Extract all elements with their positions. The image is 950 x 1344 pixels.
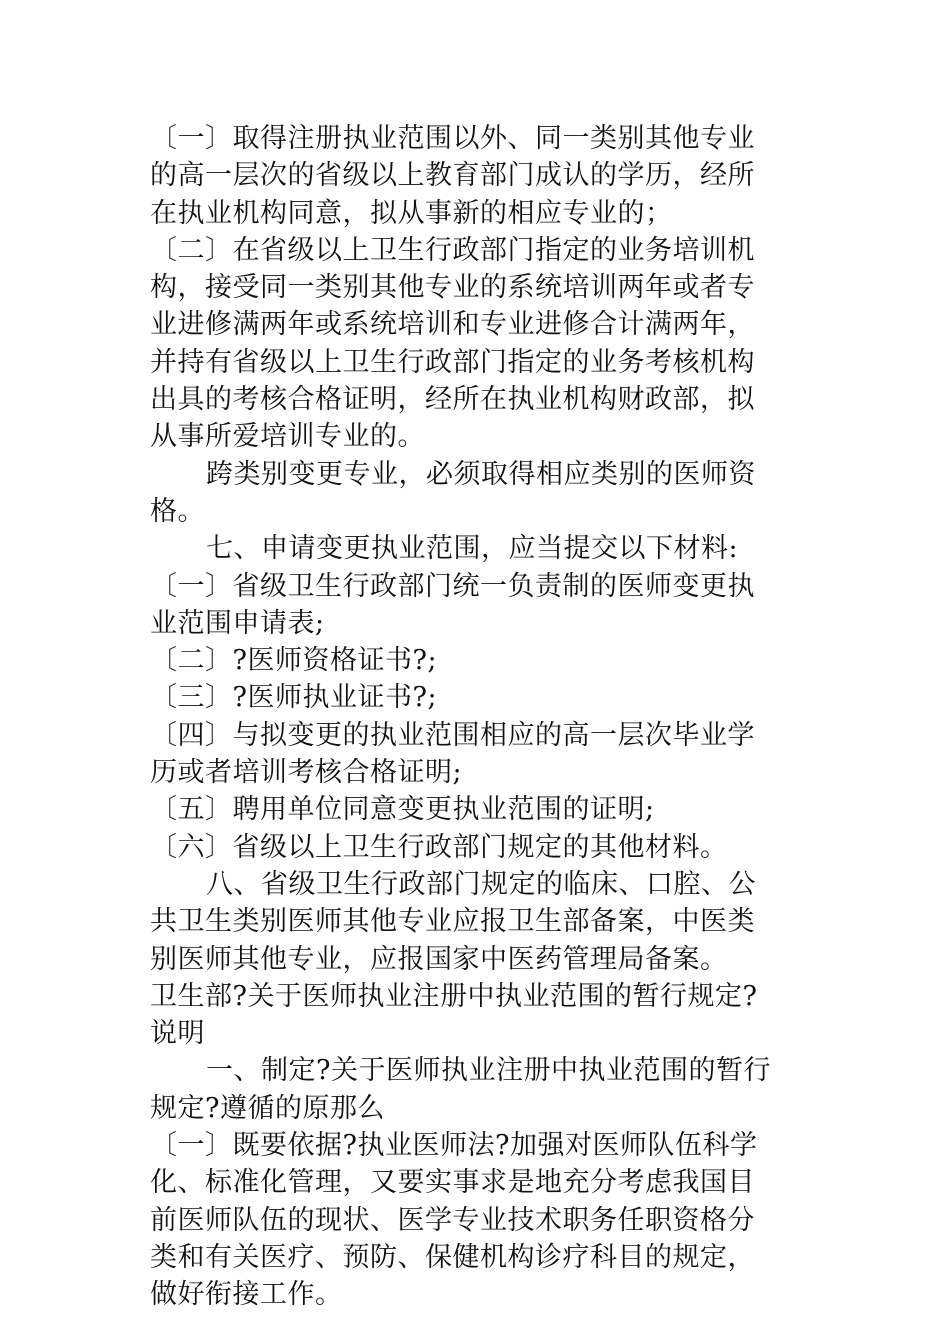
document-body <box>150 120 800 1314</box>
text-line: 〔二〕?医师资格证书?; <box>150 645 438 677</box>
text-line: 〔四〕与拟变更的执业范围相应的高一层次毕业学 <box>150 719 755 751</box>
text-line: 构，接受同一类别其他专业的系统培训两年或者专 <box>150 272 755 304</box>
text-line: 规定?遵循的原那么 <box>150 1092 385 1124</box>
text-line: 七、申请变更执业范围，应当提交以下材料: <box>206 533 739 565</box>
text-line: 〔一〕既要依据?执业医师法?加强对医师队伍科学 <box>150 1130 758 1162</box>
text-line: 类和有关医疗、预防、保健机构诊疗科目的规定， <box>150 1241 755 1273</box>
text-line: 别医师其他专业，应报国家中医药管理局备案。 <box>150 943 728 975</box>
text-line: 八、省级卫生行政部门规定的临床、口腔、公 <box>206 868 756 900</box>
text-line: 在执业机构同意，拟从事新的相应专业的； <box>150 197 673 229</box>
text-line: 说明 <box>150 1018 205 1050</box>
text-line: 业范围申请表; <box>150 607 325 639</box>
text-line: 做好衔接工作。 <box>150 1279 343 1311</box>
text-line: 历或者培训考核合格证明; <box>150 757 463 789</box>
text-line: 的高一层次的省级以上教育部门成认的学历，经所 <box>150 160 755 192</box>
text-line: 从事所爱培训专业的。 <box>150 421 425 453</box>
text-line: 跨类别变更专业，必须取得相应类别的医师资 <box>206 458 756 490</box>
text-line: 一、制定?关于医师执业注册中执业范围的暂行 <box>206 1055 771 1087</box>
text-line: 化、标准化管理，又要实事求是地充分考虑我国目 <box>150 1167 755 1199</box>
text-line: 〔五〕聘用单位同意变更执业范围的证明; <box>150 794 655 826</box>
text-line: 〔三〕?医师执业证书?; <box>150 682 438 714</box>
text-line: 并持有省级以上卫生行政部门指定的业务考核机构 <box>150 346 755 378</box>
text-line: 卫生部?关于医师执业注册中执业范围的暂行规定? <box>150 980 758 1012</box>
text-line: 业进修满两年或系统培训和专业进修合计满两年， <box>150 309 755 341</box>
text-line: 〔一〕省级卫生行政部门统一负责制的医师变更执 <box>150 570 755 602</box>
text-line: 〔一〕取得注册执业范围以外、同一类别其他专业 <box>150 123 755 154</box>
text-line: 格。 <box>150 495 205 527</box>
text-line: 〔二〕在省级以上卫生行政部门指定的业务培训机 <box>150 234 755 266</box>
text-line: 出具的考核合格证明，经所在执业机构财政部，拟 <box>150 384 755 416</box>
text-line: 前医师队伍的现状、医学专业技术职务任职资格分 <box>150 1204 755 1236</box>
text-line: 共卫生类别医师其他专业应报卫生部备案，中医类 <box>150 906 755 938</box>
text-line: 〔六〕省级以上卫生行政部门规定的其他材料。 <box>150 831 728 863</box>
